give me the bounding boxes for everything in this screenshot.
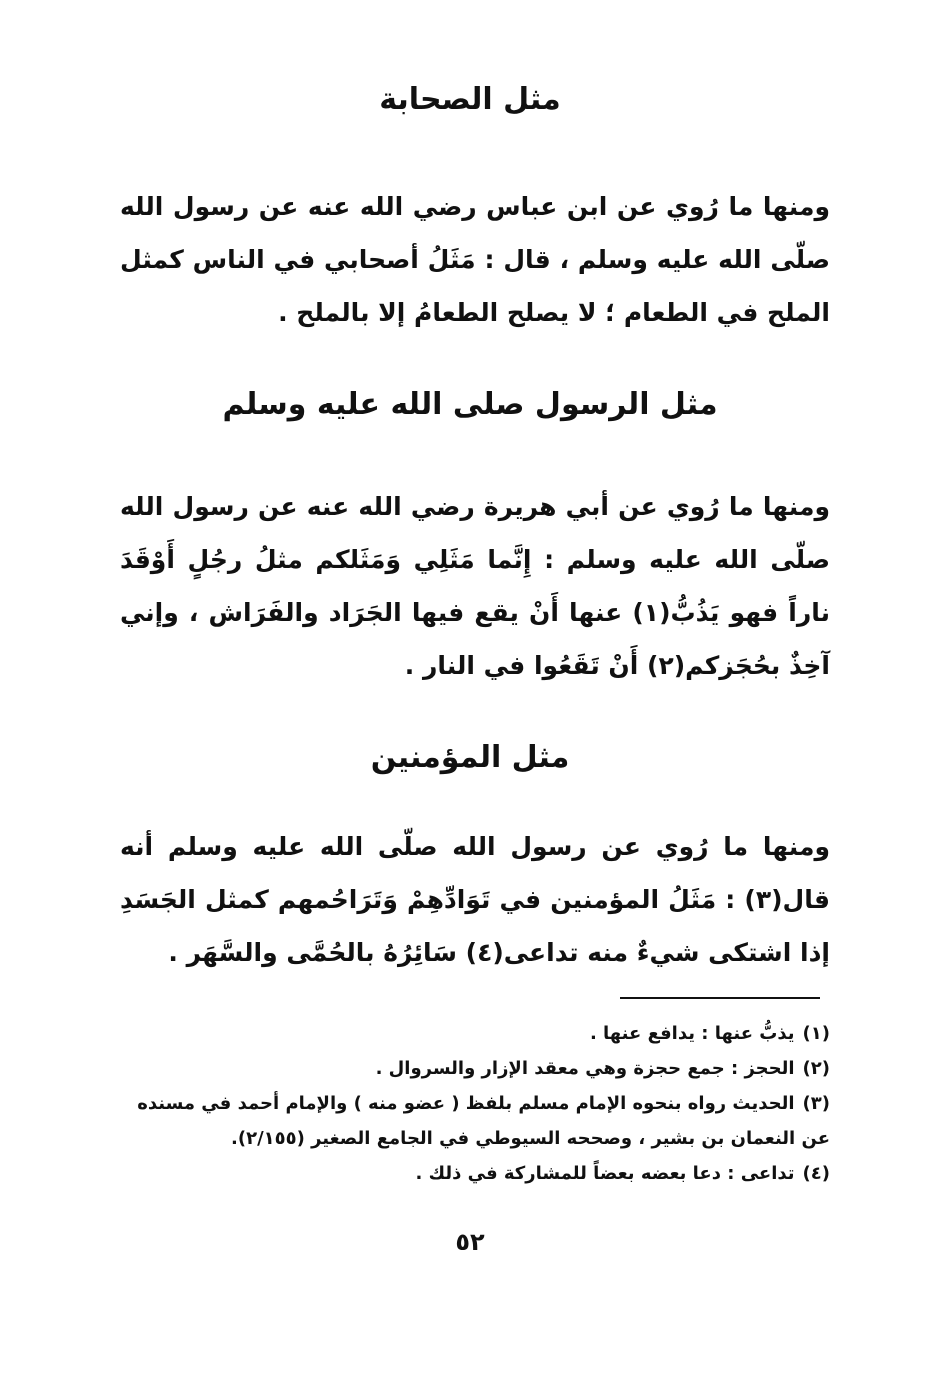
- footnote-separator: [620, 997, 820, 999]
- footnote-1: [120, 1016, 830, 1051]
- footnote-number: (٣): [802, 1093, 830, 1114]
- paragraph: ومنها ما رُوي عن رسول الله صلّى الله عليه وسلم أنه قال(٣) : مَثَلُ المؤمنين في تَوَادِّهِمْ وَتَرَاحُمهم كمثل الجَسَدِ إذا اشتكى شيءٌ منه تداعى(٤) سَائِرُهُ بالحُمَّى والسَّهَر .: [120, 832, 830, 967]
- footnote-2: [120, 1051, 830, 1086]
- footnote-3: [120, 1086, 830, 1156]
- footnote-4: [120, 1156, 830, 1191]
- footnote-number: (٢): [802, 1058, 830, 1079]
- footnotes: [120, 1016, 830, 1191]
- page-number: ٥٢: [455, 1228, 485, 1256]
- paragraph: ومنها ما رُوي عن أبي هريرة رضي الله عنه عن رسول الله صلّى الله عليه وسلم : إِنَّما مَثَلِي وَمَثَلكم مثلُ رجُلٍ أَوْقَدَ ناراً فهو يَذُبُّ(١) عنها أَنْ يقع فيها الجَرَاد والفَرَاش ، وإني آخِذٌ بحُجَزكم(٢) أَنْ تَقَعُوا في النار .: [120, 492, 830, 680]
- section-title-companions: مثل الصحابة: [379, 82, 561, 117]
- footnote-number: (١): [802, 1023, 830, 1044]
- footnote-number: (٤): [802, 1163, 830, 1184]
- section-text-messenger: [120, 480, 830, 692]
- section-text-believers: [120, 820, 830, 979]
- paragraph: ومنها ما رُوي عن ابن عباس رضي الله عنه عن رسول الله صلّى الله عليه وسلم ، قال : مَثَلُ أصحابي في الناس كمثل الملح في الطعام ؛ لا يصلح الطعامُ إلا بالملح .: [120, 192, 830, 327]
- section-title-messenger: مثل الرسول صلى الله عليه وسلم: [222, 387, 718, 422]
- footnote-text: الحجز : جمع حجزة وهي معقد الإزار والسروال .: [375, 1058, 795, 1079]
- footnote-text: تداعى : دعا بعضه بعضاً للمشاركة في ذلك .: [415, 1163, 795, 1184]
- section-title-believers: مثل المؤمنين: [370, 740, 570, 775]
- footnote-text: الحديث رواه بنحوه الإمام مسلم بلفظ ( عضو منه ) والإمام أحمد في مسنده عن النعمان بن بشير ، وصححه السيوطي في الجامع الصغير (٢/١٥٥).: [137, 1093, 830, 1149]
- footnote-text: يذبُّ عنها : يدافع عنها .: [589, 1023, 795, 1044]
- section-text-companions: [120, 180, 830, 339]
